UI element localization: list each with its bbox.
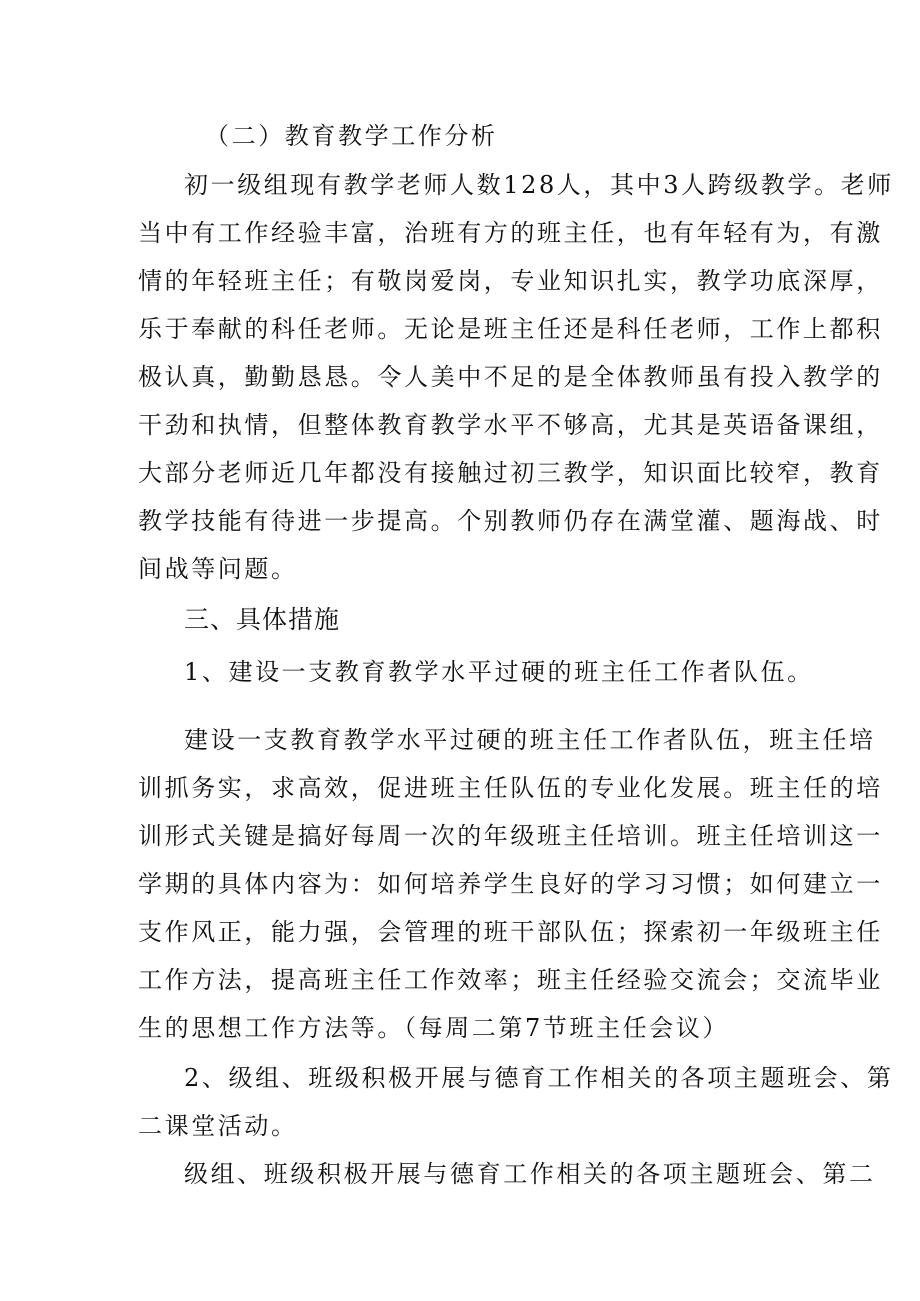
item-1-title: 1、建设一支教育教学水平过硬的班主任工作者队伍。: [184, 658, 814, 686]
paragraph-line: 训抓务实，求高效，促进班主任队伍的专业化发展。班主任的培: [138, 774, 883, 802]
sub-heading: （二）教育教学工作分析: [205, 122, 498, 150]
paragraph-line: 工作方法，提高班主任工作效率；班主任经验交流会；交流毕业: [138, 966, 883, 994]
paragraph-line: 情的年轻班主任；有敬岗爱岗，专业知识扎实，教学功底深厚，: [138, 267, 883, 295]
paragraph-line: 教学技能有待进一步提高。个别教师仍存在满堂灌、题海战、时: [138, 507, 883, 535]
paragraph-line: 支作风正，能力强，会管理的班干部队伍；探索初一年级班主任: [138, 918, 883, 946]
paragraph-line: 训形式关键是搞好每周一次的年级班主任培训。班主任培训这一: [138, 822, 883, 850]
paragraph-line: 干劲和执情，但整体教育教学水平不够高，尤其是英语备课组，: [138, 411, 883, 439]
item-2-title-line: 2、级组、班级积极开展与德育工作相关的各项主题班会、第: [184, 1064, 894, 1092]
item-2-title-line: 二课堂活动。: [138, 1112, 298, 1140]
section-heading: 三、具体措施: [184, 605, 341, 634]
paragraph-line: 学期的具体内容为：如何培养学生良好的学习习惯；如何建立一: [138, 870, 883, 898]
paragraph-line: 初一级组现有教学老师人数128人，其中3人跨级教学。老师: [184, 171, 894, 199]
paragraph-line: 乐于奉献的科任老师。无论是班主任还是科任老师，工作上都积: [138, 315, 883, 343]
paragraph-line: 生的思想工作方法等。（每周二第7节班主任会议）: [138, 1014, 730, 1042]
paragraph-line: 级组、班级积极开展与德育工作相关的各项主题班会、第二: [184, 1160, 876, 1188]
paragraph-line: 极认真，勤勤恳恳。令人美中不足的是全体教师虽有投入教学的: [138, 363, 883, 391]
paragraph-line: 大部分老师近几年都没有接触过初三教学，知识面比较窄，教育: [138, 459, 883, 487]
paragraph-line: 建设一支教育教学水平过硬的班主任工作者队伍，班主任培: [184, 726, 876, 754]
paragraph-line: 当中有工作经验丰富，治班有方的班主任，也有年轻有为，有激: [138, 219, 883, 247]
paragraph-line: 间战等问题。: [138, 555, 298, 583]
